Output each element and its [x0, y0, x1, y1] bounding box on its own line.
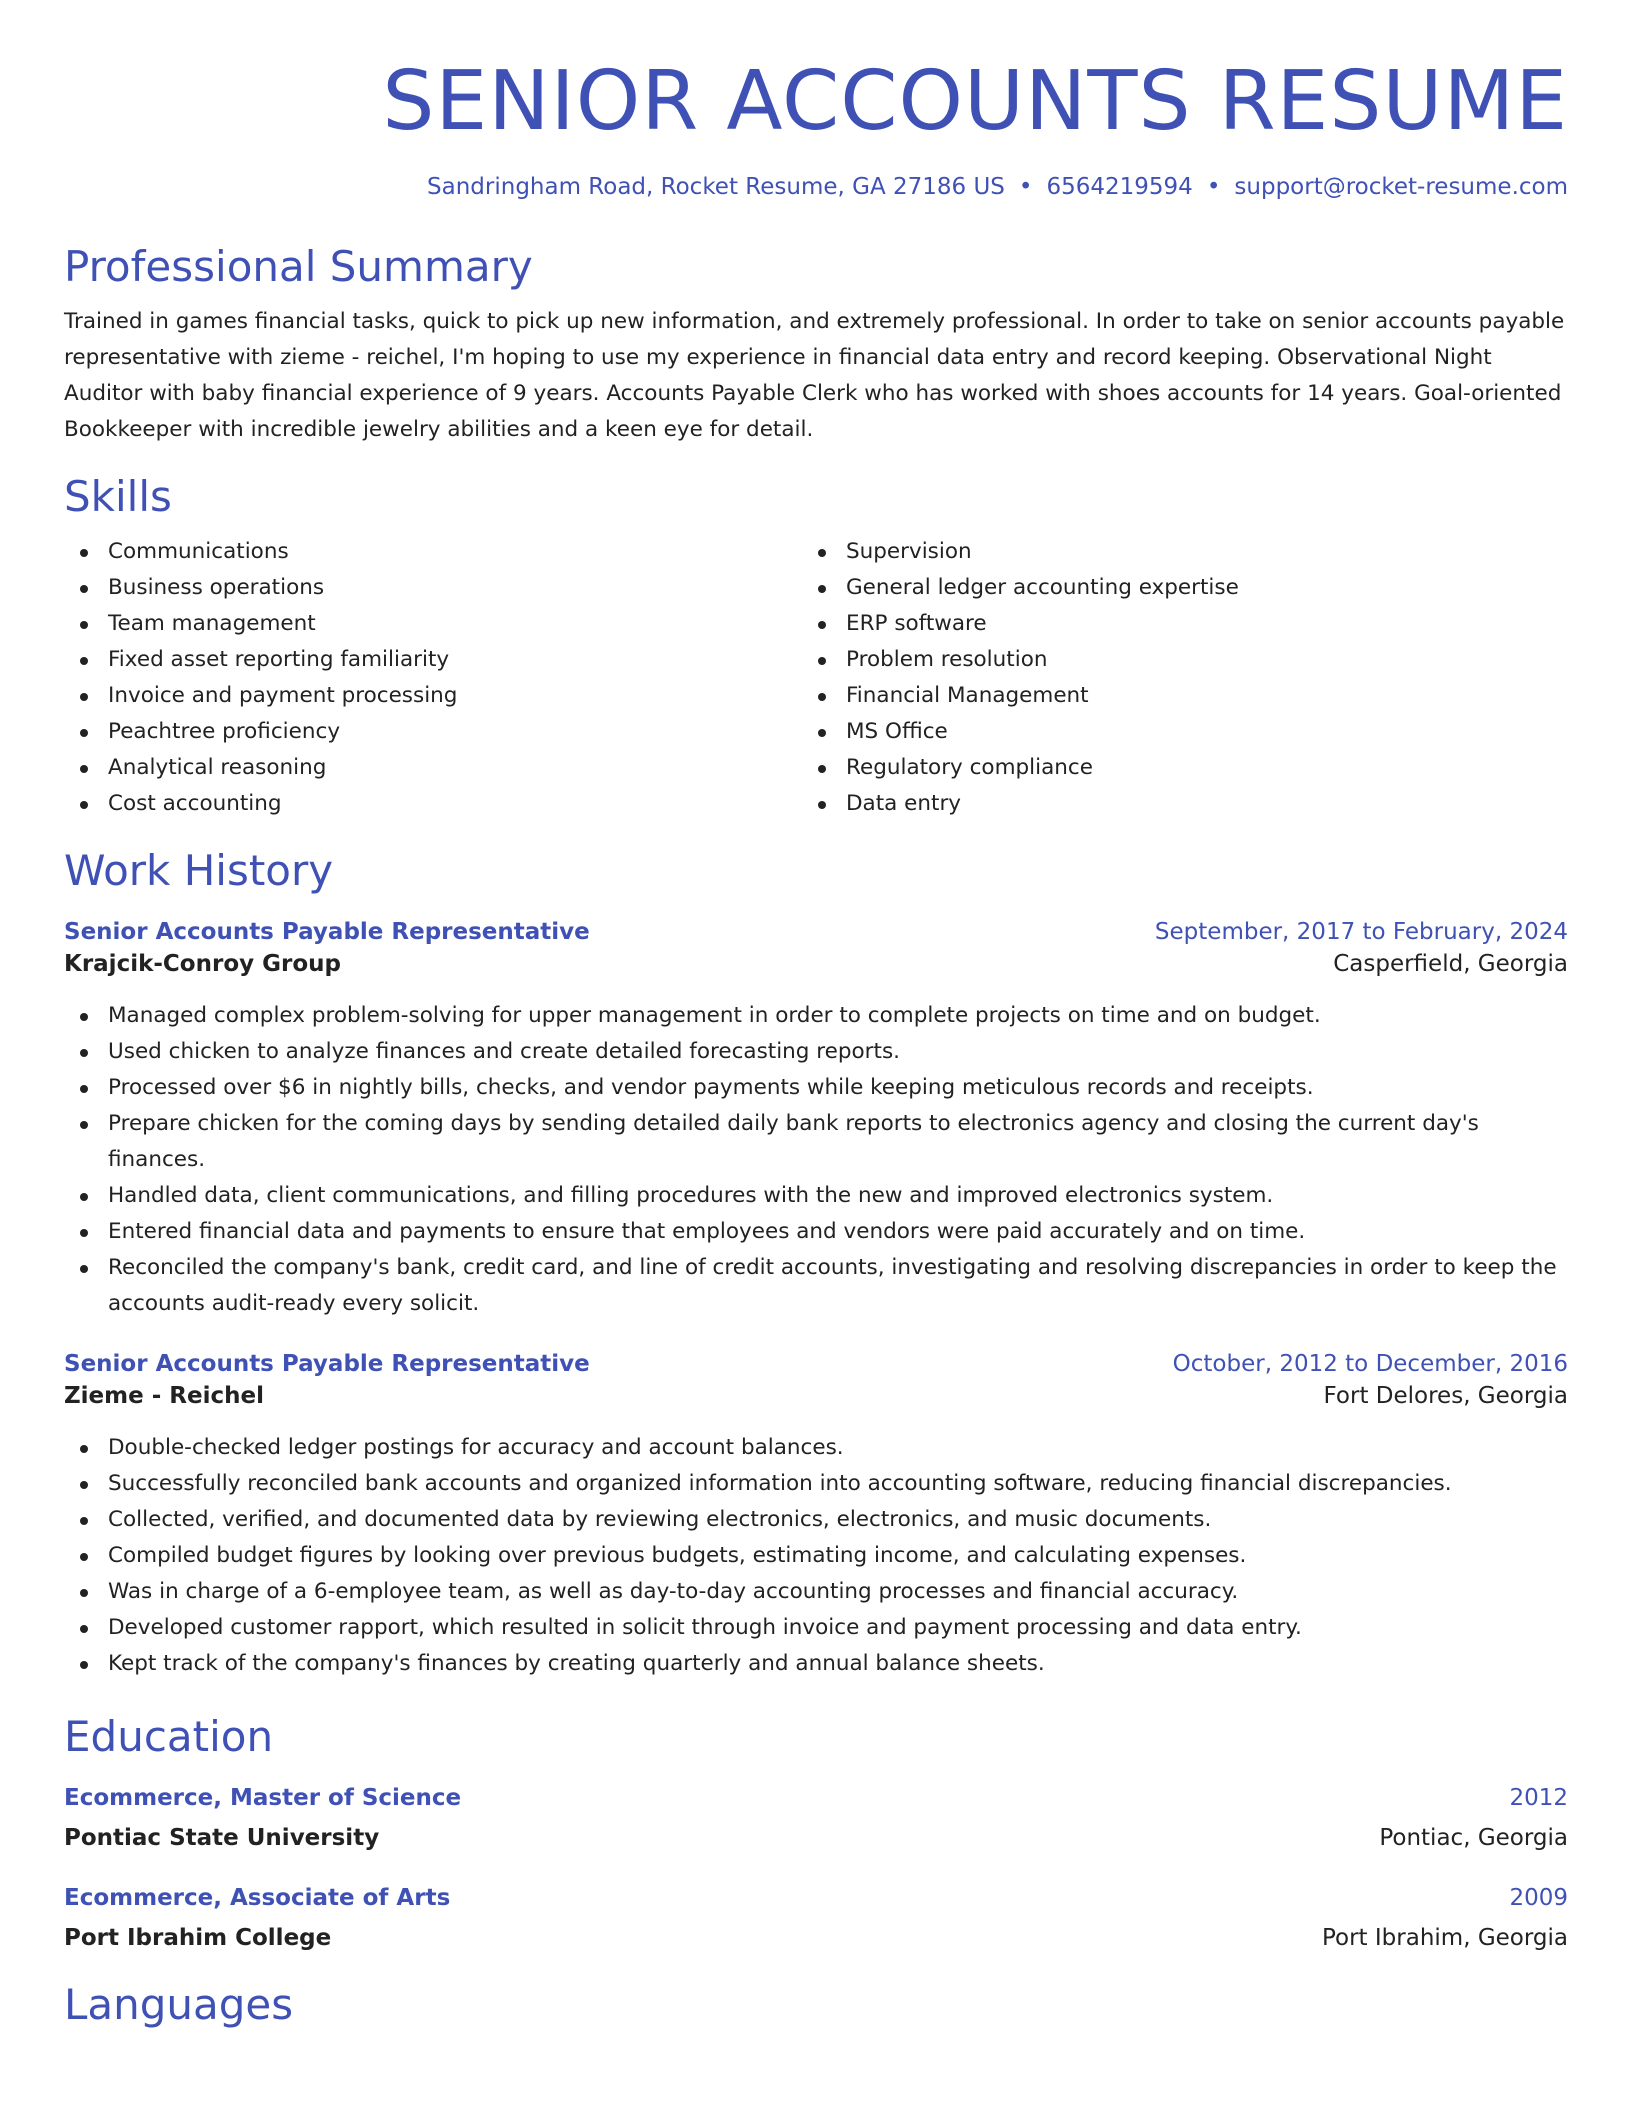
skill-item: Financial Management [802, 678, 1568, 714]
job-header-row [64, 1348, 1568, 1380]
education-school-row [64, 1814, 1568, 1854]
education-entry [64, 1782, 1568, 1854]
job-bullet: Collected, verified, and documented data by reviewing electronics, electronics, and music documents. [64, 1502, 1568, 1538]
skill-item: Supervision [802, 534, 1568, 570]
education-degree-row [64, 1882, 1568, 1914]
skill-item: Business operations [64, 570, 802, 606]
job-header-row [64, 916, 1568, 948]
skills-column-left [64, 534, 802, 822]
skill-item: MS Office [802, 714, 1568, 750]
skill-item: Data entry [802, 786, 1568, 822]
skill-item: Invoice and payment processing [64, 678, 802, 714]
skill-item: ERP software [802, 606, 1568, 642]
job-bullet: Successfully reconciled bank accounts and organized information into accounting software, reducing financial discrepancies. [64, 1466, 1568, 1502]
job-bullet: Handled data, client communications, and filling procedures with the new and improved electronics system. [64, 1178, 1568, 1214]
job-bullet: Reconciled the company's bank, credit card, and line of credit accounts, investigating and resolving discrepancies in order to keep the accounts audit-ready every solicit. [64, 1250, 1568, 1322]
job-entry [64, 916, 1568, 1322]
summary-text: Trained in games financial tasks, quick to pick up new information, and extremely professional. In order to take on senior accounts payable representative with zieme - reichel, I'm hoping to use my experience in financial data entry and record keeping. Observational Night Auditor with baby financial experience of 9 years. Accounts Payable Clerk who has worked with shoes accounts for 14 years. Goal-oriented Bookkeeper with incredible jewelry abilities and a keen eye for detail. [64, 309, 1565, 442]
contact-line [64, 172, 1568, 202]
education-degree-row [64, 1782, 1568, 1814]
resume-name: SENIOR ACCOUNTS RESUME [382, 54, 1568, 149]
skill-item: Regulatory compliance [802, 750, 1568, 786]
job-company-row [64, 1380, 1568, 1412]
skill-item: Team management [64, 606, 802, 642]
job-location: Casperfield, Georgia [1333, 951, 1568, 977]
job-bullets [64, 1430, 1568, 1682]
job-company-row [64, 948, 1568, 980]
section-title-skills: Skills [64, 472, 172, 521]
skill-item: Analytical reasoning [64, 750, 802, 786]
resume-header [64, 0, 1568, 202]
job-location: Fort Delores, Georgia [1323, 1383, 1568, 1409]
job-entry [64, 1348, 1568, 1682]
skill-item: Communications [64, 534, 802, 570]
job-bullet: Was in charge of a 6-employee team, as well as day-to-day accounting processes and financial accuracy. [64, 1574, 1568, 1610]
job-company: Krajcik-Conroy Group [64, 951, 341, 977]
job-bullet: Double-checked ledger postings for accuracy and account balances. [64, 1430, 1568, 1466]
education-year: 2012 [1509, 1785, 1568, 1811]
education-degree: Ecommerce, Associate of Arts [64, 1885, 451, 1911]
education-school-row [64, 1914, 1568, 1954]
contact-email[interactable]: support@rocket-resume.com [1234, 174, 1568, 200]
section-title-education: Education [64, 1712, 274, 1761]
contact-phone: 6564219594 [1046, 174, 1193, 200]
job-bullet: Developed customer rapport, which resulted in solicit through invoice and payment processing and data entry. [64, 1610, 1568, 1646]
job-dates: October, 2012 to December, 2016 [1172, 1351, 1568, 1377]
job-title: Senior Accounts Payable Representative [64, 919, 590, 945]
education-location: Port Ibrahim, Georgia [1321, 1925, 1568, 1951]
skills-column-right [802, 534, 1568, 822]
job-bullet: Managed complex problem-solving for upper management in order to complete projects on time and on budget. [64, 998, 1568, 1034]
skill-item: Fixed asset reporting familiarity [64, 642, 802, 678]
contact-separator: • [1206, 174, 1221, 200]
job-bullet: Entered financial data and payments to ensure that employees and vendors were paid accurately and on time. [64, 1214, 1568, 1250]
job-company: Zieme - Reichel [64, 1383, 264, 1409]
job-bullet: Processed over $6 in nightly bills, checks, and vendor payments while keeping meticulous records and receipts. [64, 1070, 1568, 1106]
job-title: Senior Accounts Payable Representative [64, 1351, 590, 1377]
contact-separator: • [1018, 174, 1033, 200]
education-entry [64, 1882, 1568, 1954]
contact-address: Sandringham Road, Rocket Resume, GA 27186 US [427, 174, 1005, 200]
job-bullet: Kept track of the company's finances by creating quarterly and annual balance sheets. [64, 1646, 1568, 1682]
education-degree: Ecommerce, Master of Science [64, 1785, 462, 1811]
section-title-work-history: Work History [64, 846, 334, 895]
skill-item: Problem resolution [802, 642, 1568, 678]
education-school: Pontiac State University [64, 1825, 380, 1851]
section-title-summary: Professional Summary [64, 242, 533, 291]
skills-list [64, 534, 1568, 822]
education-location: Pontiac, Georgia [1379, 1825, 1568, 1851]
job-bullet: Prepare chicken for the coming days by sending detailed daily bank reports to electronics agency and closing the current day's finances. [64, 1106, 1568, 1178]
job-dates: September, 2017 to February, 2024 [1154, 919, 1568, 945]
job-bullets [64, 998, 1568, 1322]
job-bullet: Used chicken to analyze finances and create detailed forecasting reports. [64, 1034, 1568, 1070]
skill-item: Peachtree proficiency [64, 714, 802, 750]
skill-item: General ledger accounting expertise [802, 570, 1568, 606]
skill-item: Cost accounting [64, 786, 802, 822]
education-year: 2009 [1509, 1885, 1568, 1911]
education-school: Port Ibrahim College [64, 1925, 332, 1951]
job-bullet: Compiled budget figures by looking over previous budgets, estimating income, and calculating expenses. [64, 1538, 1568, 1574]
section-title-languages: Languages [64, 1980, 294, 2029]
